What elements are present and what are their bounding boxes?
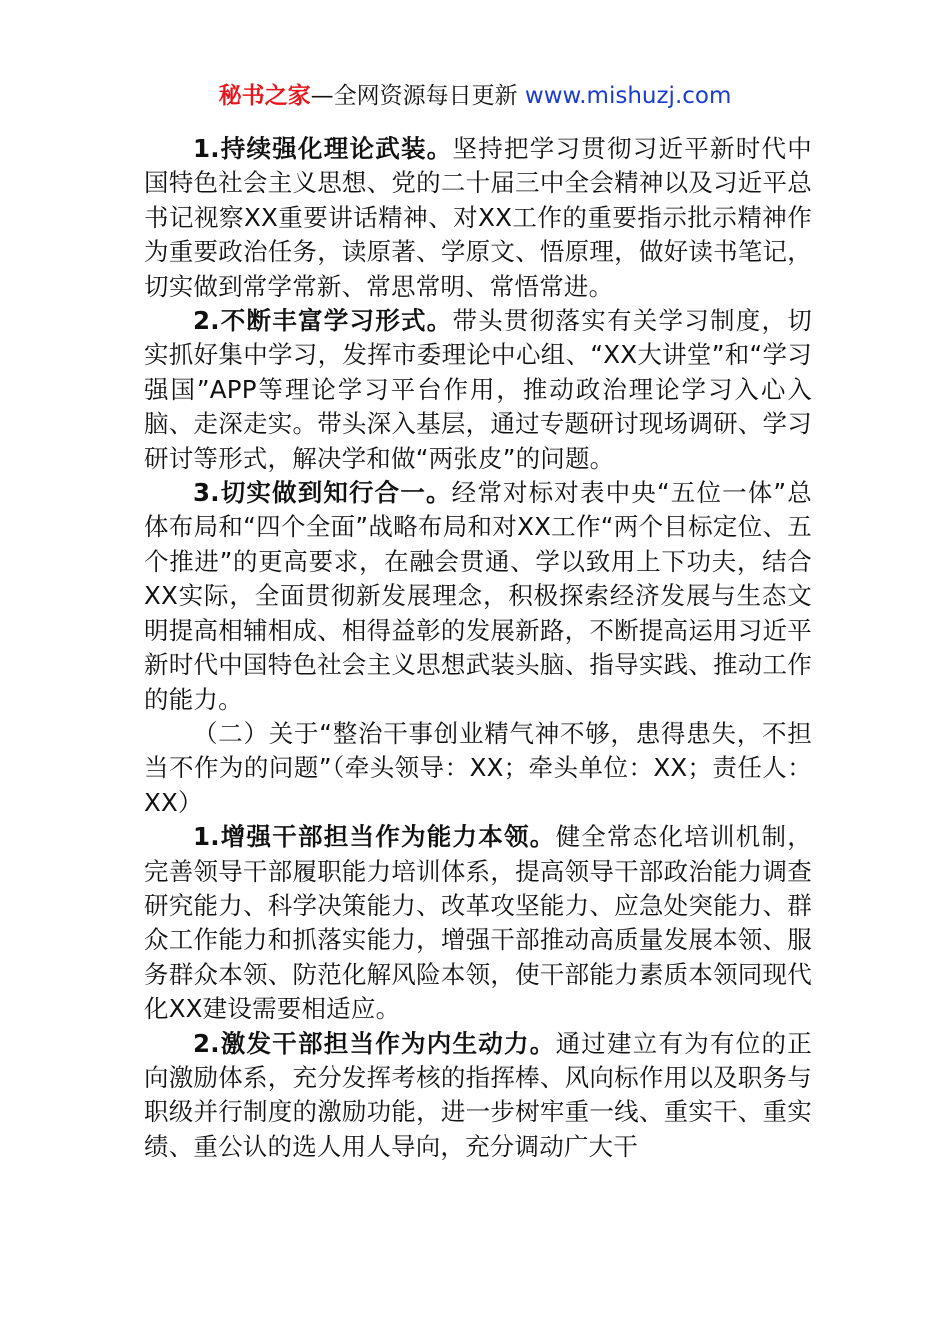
paragraph-5-lead: 2.激发干部担当作为内生动力。 bbox=[193, 1028, 556, 1058]
site-slogan: —全网资源每日更新 bbox=[310, 83, 525, 109]
section-heading-2 bbox=[144, 717, 812, 820]
paragraph-5 bbox=[144, 1027, 812, 1165]
paragraph-1 bbox=[144, 132, 812, 304]
paragraph-3-lead: 3.切实做到知行合一。 bbox=[193, 478, 452, 508]
site-brand: 秘书之家 bbox=[218, 83, 311, 109]
paragraph-2-lead: 2.不断丰富学习形式。 bbox=[193, 306, 453, 336]
paragraph-1-text: 坚持把学习贯彻习近平新时代中国特色社会主义思想、党的二十届三中全会精神以及习近平总书记视察XX重要讲话精神、对XX工作的重要指示批示精神作为重要政治任务，读原著、学原文、悟原理，做好读书笔记，切实做到常学常新、常思常明、常悟常进。 bbox=[144, 134, 812, 301]
paragraph-3 bbox=[144, 476, 812, 717]
section-heading-2-text: （二）关于“整治干事创业精气神不够，患得患失，不担当不作为的问题”（牵头领导：XX；牵头单位：XX；责任人：XX） bbox=[144, 718, 812, 817]
paragraph-5-text: 通过建立有为有位的正向激励体系，充分发挥考核的指挥棒、风向标作用以及职务与职级并行制度的激励功能，进一步树牢重一线、重实干、重实绩、重公认的选人用人导向，充分调动广大干 bbox=[144, 1028, 813, 1161]
paragraph-4 bbox=[144, 820, 812, 1026]
paragraph-2 bbox=[144, 304, 812, 476]
site-url-link[interactable]: www.mishuzj.com bbox=[524, 83, 732, 109]
paragraph-1-lead: 1.持续强化理论武装。 bbox=[193, 134, 453, 163]
paragraph-4-text: 健全常态化培训机制，完善领导干部履职能力培训体系，提高领导干部政治能力调查研究能力、科学决策能力、改革攻坚能力、应急处突能力、群众工作能力和抓落实能力，增强干部推动高质量发展本领、服务群众本领、防范化解风险本领，使干部能力素质本领同现代化XX建设需要相适应。 bbox=[144, 822, 813, 1024]
paragraph-3-text: 经常对标对表中央“五位一体”总体布局和“四个全面”战略布局和对XX工作“两个目标定位、五个推进”的更高要求，在融会贯通、学以致用上下功夫，结合XX实际，全面贯彻新发展理念，积极探索经济发展与生态文明提高相辅相成、相得益彰的发展新路，不断提高运用习近平新时代中国特色社会主义思想武装头脑、指导实践、推动工作的能力。 bbox=[144, 478, 812, 714]
paragraph-2-text: 带头贯彻落实有关学习制度，切实抓好集中学习，发挥市委理论中心组、“XX大讲堂”和“学习强国”APP等理论学习平台作用，推动政治理论学习入心入脑、走深走实。带头深入基层，通过专题研讨现场调研、学习研讨等形式，解决学和做“两张皮”的问题。 bbox=[144, 306, 812, 473]
document-body bbox=[144, 132, 812, 1164]
site-header bbox=[0, 80, 950, 112]
paragraph-4-lead: 1.增强干部担当作为能力本领。 bbox=[193, 822, 556, 852]
